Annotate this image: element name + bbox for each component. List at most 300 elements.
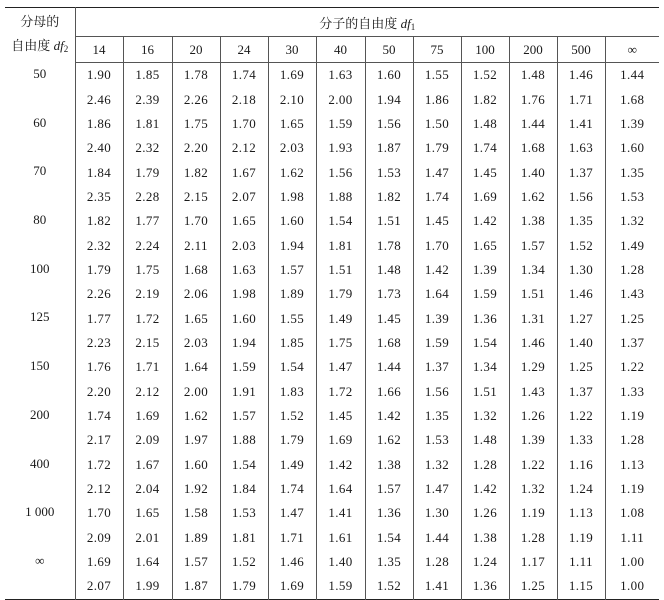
table-cell: 1.69: [75, 550, 123, 574]
table-cell: 1.42: [461, 209, 509, 233]
table-cell: 1.46: [509, 331, 557, 355]
table-cell: 1.33: [557, 428, 605, 452]
column-header: 40: [316, 37, 365, 63]
table-cell: 2.46: [75, 87, 123, 111]
table-cell: 1.64: [316, 477, 365, 501]
table-cell: 1.70: [413, 233, 461, 257]
row-label-denominator-df: ∞: [5, 550, 75, 599]
table-row: [5, 404, 659, 428]
table-cell: 2.01: [123, 526, 172, 550]
table-cell: 1.60: [620, 140, 645, 156]
table-cell: 1.59: [316, 112, 365, 136]
table-row: [5, 233, 659, 257]
table-cell: 1.36: [365, 501, 413, 525]
table-cell: 2.39: [123, 87, 172, 111]
table-cell: 1.99: [123, 574, 172, 599]
corner-line2-text: 自由度: [11, 37, 51, 53]
table-cell: 1.45: [413, 209, 461, 233]
table-cell: 1.46: [557, 63, 605, 88]
table-cell: 1.94: [365, 87, 413, 111]
row-label-denominator-df: 1 000: [5, 501, 75, 550]
table-cell: 1.84: [75, 160, 123, 184]
column-header: 20: [172, 37, 220, 63]
table-cell: 1.08: [620, 505, 645, 521]
column-header: 500: [557, 37, 605, 63]
table-cell: 1.65: [461, 233, 509, 257]
numerator-sub: 1: [410, 21, 416, 32]
column-header: 100: [461, 37, 509, 63]
table-cell: 1.48: [365, 258, 413, 282]
table-row: [5, 209, 659, 233]
table-cell: 1.25: [557, 355, 605, 379]
table-row: [5, 112, 659, 136]
table-cell: 1.15: [557, 574, 605, 599]
table-cell: 1.85: [268, 331, 316, 355]
table-cell: 1.65: [123, 501, 172, 525]
table-row: [5, 501, 659, 525]
table-cell: 2.10: [268, 87, 316, 111]
corner-sub: 2: [63, 43, 69, 54]
table-cell: 1.51: [509, 282, 557, 306]
table-row: [5, 453, 659, 477]
table-cell: 1.77: [75, 306, 123, 330]
table-cell: 1.53: [620, 188, 645, 204]
table-cell: 1.54: [461, 331, 509, 355]
table-cell: 1.49: [316, 306, 365, 330]
column-header: ∞: [605, 37, 659, 63]
table-cell: 2.00: [316, 87, 365, 111]
table-cell: 1.45: [316, 404, 365, 428]
table-cell: 1.42: [365, 404, 413, 428]
table-cell: 1.35: [557, 209, 605, 233]
table-cell: 1.11: [557, 550, 605, 574]
table-cell: 1.64: [123, 550, 172, 574]
table-cell: 1.76: [75, 355, 123, 379]
table-cell: 1.60: [268, 209, 316, 233]
table-cell: 1.35: [365, 550, 413, 574]
table-cell: 1.87: [172, 574, 220, 599]
column-header: 75: [413, 37, 461, 63]
table-cell: 1.79: [220, 574, 268, 599]
table-cell: 2.17: [75, 428, 123, 452]
row-label-denominator-df: 70: [5, 160, 75, 209]
table-cell: 1.86: [413, 87, 461, 111]
table-cell: 1.61: [316, 526, 365, 550]
table-cell: 1.52: [268, 404, 316, 428]
table-cell: 1.26: [461, 501, 509, 525]
table-cell: 1.35: [413, 404, 461, 428]
row-label-denominator-df: 200: [5, 404, 75, 453]
table-cell: 1.60: [172, 453, 220, 477]
table-cell: 1.83: [268, 379, 316, 403]
row-label-denominator-df: 125: [5, 306, 75, 355]
table-cell: 1.74: [220, 63, 268, 88]
table-cell: 1.47: [268, 501, 316, 525]
table-cell: 1.58: [172, 501, 220, 525]
table-cell: 1.57: [220, 404, 268, 428]
table-cell: 1.37: [620, 334, 645, 350]
table-cell: 1.94: [220, 331, 268, 355]
table-cell: 1.65: [172, 306, 220, 330]
table-cell: 2.15: [172, 185, 220, 209]
table-cell: 1.55: [268, 306, 316, 330]
table-cell: 1.19: [557, 526, 605, 550]
table-cell: 1.56: [365, 112, 413, 136]
table-cell: 1.71: [123, 355, 172, 379]
table-cell: 1.52: [220, 550, 268, 574]
column-header: 50: [365, 37, 413, 63]
table-cell: 1.25: [509, 574, 557, 599]
table-cell: 1.73: [365, 282, 413, 306]
table-cell: 1.33: [620, 383, 645, 399]
table-cell: 1.52: [461, 63, 509, 88]
table-cell: 1.13: [620, 456, 645, 472]
table-cell: 1.59: [413, 331, 461, 355]
table-cell: 1.44: [365, 355, 413, 379]
table-row: [5, 160, 659, 184]
table-cell: 1.54: [220, 453, 268, 477]
table-cell: 1.39: [620, 115, 645, 131]
table-cell: 1.28: [461, 453, 509, 477]
table-row: [5, 306, 659, 330]
table-cell: 1.36: [461, 574, 509, 599]
table-cell: 2.15: [123, 331, 172, 355]
table-cell: 1.48: [509, 63, 557, 88]
numerator-title: 分子的自由度: [319, 15, 398, 31]
table-cell: 2.00: [172, 379, 220, 403]
corner-var: df: [53, 37, 64, 53]
table-cell: 1.41: [316, 501, 365, 525]
table-cell: 1.63: [220, 258, 268, 282]
table-cell: 1.98: [268, 185, 316, 209]
table-cell: 1.92: [172, 477, 220, 501]
table-cell: 1.28: [620, 432, 645, 448]
table-cell: 1.69: [268, 574, 316, 599]
table-cell: 2.12: [75, 477, 123, 501]
table-cell: 2.09: [123, 428, 172, 452]
table-cell: 1.52: [365, 574, 413, 599]
table-cell: 1.65: [268, 112, 316, 136]
table-cell: 1.82: [461, 87, 509, 111]
corner-line2: [5, 34, 75, 61]
table-cell: 1.45: [365, 306, 413, 330]
table-cell: 2.26: [172, 87, 220, 111]
table-cell: 1.40: [557, 331, 605, 355]
table-cell: 1.78: [365, 233, 413, 257]
table-cell: 1.54: [316, 209, 365, 233]
table-cell: 2.12: [220, 136, 268, 160]
table-cell: 2.26: [75, 282, 123, 306]
denominator-df-header: [5, 8, 75, 63]
table-cell: 1.79: [123, 160, 172, 184]
table-cell: 1.78: [172, 63, 220, 88]
table-cell: 1.86: [75, 112, 123, 136]
table-cell: 1.57: [365, 477, 413, 501]
table-cell: 1.65: [220, 209, 268, 233]
table-cell: 1.57: [268, 258, 316, 282]
table-cell: 1.43: [509, 379, 557, 403]
table-cell: 2.19: [123, 282, 172, 306]
table-cell: 1.60: [365, 63, 413, 88]
table-cell: 1.38: [509, 209, 557, 233]
table-cell: 1.28: [509, 526, 557, 550]
numerator-var: df: [400, 15, 411, 31]
table-row: [5, 331, 659, 355]
table-cell: 1.50: [413, 112, 461, 136]
table-cell: 1.37: [557, 160, 605, 184]
table-cell: 1.46: [268, 550, 316, 574]
table-cell: 1.38: [461, 526, 509, 550]
table-cell: 1.89: [268, 282, 316, 306]
table-cell: 1.27: [557, 306, 605, 330]
table-cell: 1.30: [413, 501, 461, 525]
table-cell: 1.00: [620, 554, 645, 570]
table-cell: 1.42: [461, 477, 509, 501]
table-cell: 1.59: [220, 355, 268, 379]
column-header: 30: [268, 37, 316, 63]
table-cell: 1.36: [461, 306, 509, 330]
table-cell: 1.66: [365, 379, 413, 403]
table-cell: 2.09: [75, 526, 123, 550]
corner-line1: 分母的: [20, 13, 60, 29]
table-cell: 1.59: [461, 282, 509, 306]
table-cell: 2.03: [220, 233, 268, 257]
table-cell: 1.68: [509, 136, 557, 160]
table-cell: 1.79: [316, 282, 365, 306]
table-cell: 1.75: [172, 112, 220, 136]
table-cell: 1.49: [620, 237, 645, 253]
table-cell: 1.77: [123, 209, 172, 233]
table-cell: 2.03: [172, 331, 220, 355]
f-distribution-table: [5, 7, 659, 600]
table-cell: 1.75: [123, 258, 172, 282]
table-cell: 2.20: [75, 379, 123, 403]
table-cell: 1.63: [316, 63, 365, 88]
table-cell: 1.00: [620, 578, 645, 594]
table-cell: 1.44: [620, 67, 645, 83]
table-cell: 1.97: [172, 428, 220, 452]
table-cell: 1.79: [75, 258, 123, 282]
table-cell: 1.37: [557, 379, 605, 403]
table-cell: 1.48: [461, 428, 509, 452]
table-cell: 1.42: [413, 258, 461, 282]
table-cell: 1.82: [365, 185, 413, 209]
table-cell: 2.20: [172, 136, 220, 160]
row-label-denominator-df: 50: [5, 63, 75, 112]
table-cell: 1.29: [509, 355, 557, 379]
table-cell: 1.59: [316, 574, 365, 599]
table-cell: 1.53: [365, 160, 413, 184]
table-cell: 1.54: [365, 526, 413, 550]
table-cell: 1.62: [509, 185, 557, 209]
table-cell: 1.98: [220, 282, 268, 306]
table-cell: 1.51: [461, 379, 509, 403]
table-cell: 1.44: [413, 526, 461, 550]
table-cell: 1.46: [557, 282, 605, 306]
table-cell: 1.56: [413, 379, 461, 403]
table-cell: 1.41: [557, 112, 605, 136]
table-cell: 1.55: [413, 63, 461, 88]
table-cell: 2.12: [123, 379, 172, 403]
table-cell: 1.71: [557, 87, 605, 111]
table-cell: 1.44: [509, 112, 557, 136]
table-cell: 1.69: [316, 428, 365, 452]
numerator-df-header: [75, 8, 659, 37]
table-cell: 1.47: [316, 355, 365, 379]
table-cell: 1.28: [413, 550, 461, 574]
table-row: [5, 379, 659, 403]
table-cell: 1.57: [509, 233, 557, 257]
table-cell: 1.45: [461, 160, 509, 184]
table-cell: 1.24: [557, 477, 605, 501]
table-cell: 1.81: [123, 112, 172, 136]
table-cell: 1.40: [316, 550, 365, 574]
table-cell: 1.93: [316, 136, 365, 160]
table-cell: 1.32: [620, 213, 645, 229]
table-cell: 2.11: [172, 233, 220, 257]
table-cell: 1.22: [509, 453, 557, 477]
table-cell: 1.53: [413, 428, 461, 452]
table-cell: 1.71: [268, 526, 316, 550]
table-cell: 2.03: [268, 136, 316, 160]
column-header: 16: [123, 37, 172, 63]
table-cell: 2.28: [123, 185, 172, 209]
table-cell: 1.51: [365, 209, 413, 233]
table-row: [5, 87, 659, 111]
table-cell: 2.35: [75, 185, 123, 209]
table-row: [5, 185, 659, 209]
table-cell: 1.19: [620, 481, 645, 497]
table-cell: 1.88: [220, 428, 268, 452]
table-cell: 1.17: [509, 550, 557, 574]
table-cell: 1.60: [220, 306, 268, 330]
table-cell: 1.43: [620, 286, 645, 302]
row-label-denominator-df: 80: [5, 209, 75, 258]
table-cell: 1.39: [461, 258, 509, 282]
table-cell: 1.67: [123, 453, 172, 477]
table-cell: 1.90: [75, 63, 123, 88]
table-cell: 2.07: [75, 574, 123, 599]
table-cell: 1.38: [365, 453, 413, 477]
table-cell: 1.81: [220, 526, 268, 550]
table-cell: 1.34: [461, 355, 509, 379]
table-cell: 1.62: [268, 160, 316, 184]
table-cell: 1.39: [413, 306, 461, 330]
table-cell: 1.34: [509, 258, 557, 282]
table-cell: 1.74: [75, 404, 123, 428]
table-row: [5, 550, 659, 574]
table-cell: 1.84: [220, 477, 268, 501]
table-cell: 1.91: [220, 379, 268, 403]
table-cell: 1.72: [123, 306, 172, 330]
column-header: 200: [509, 37, 557, 63]
table-cell: 1.57: [172, 550, 220, 574]
table-cell: 1.82: [75, 209, 123, 233]
table-cell: 1.49: [268, 453, 316, 477]
table-cell: 1.31: [509, 306, 557, 330]
table-cell: 1.48: [461, 112, 509, 136]
table-cell: 1.62: [172, 404, 220, 428]
column-header: 24: [220, 37, 268, 63]
table-cell: 2.23: [75, 331, 123, 355]
table-cell: 1.40: [509, 160, 557, 184]
table-cell: 2.04: [123, 477, 172, 501]
table-row: [5, 574, 659, 599]
table-cell: 1.76: [509, 87, 557, 111]
column-header-row: [5, 37, 659, 63]
table-cell: 1.85: [123, 63, 172, 88]
f-distribution-table-container: [5, 7, 659, 600]
table-cell: 1.68: [620, 91, 645, 107]
table-cell: 1.79: [413, 136, 461, 160]
table-cell: 1.32: [509, 477, 557, 501]
table-cell: 1.54: [268, 355, 316, 379]
table-cell: 1.47: [413, 160, 461, 184]
table-cell: 1.56: [557, 185, 605, 209]
table-cell: 2.32: [75, 233, 123, 257]
table-cell: 1.19: [620, 407, 645, 423]
table-cell: 1.52: [557, 233, 605, 257]
table-cell: 1.13: [557, 501, 605, 525]
table-cell: 1.62: [365, 428, 413, 452]
table-cell: 2.32: [123, 136, 172, 160]
row-label-denominator-df: 400: [5, 453, 75, 502]
table-cell: 1.68: [172, 258, 220, 282]
column-header: 14: [75, 37, 123, 63]
table-cell: 1.67: [220, 160, 268, 184]
table-row: [5, 428, 659, 452]
table-row: [5, 282, 659, 306]
table-row: [5, 355, 659, 379]
table-cell: 1.64: [413, 282, 461, 306]
row-label-denominator-df: 60: [5, 112, 75, 161]
table-cell: 1.32: [413, 453, 461, 477]
table-cell: 1.89: [172, 526, 220, 550]
table-cell: 1.30: [557, 258, 605, 282]
table-cell: 2.07: [220, 185, 268, 209]
table-cell: 1.19: [509, 501, 557, 525]
table-cell: 1.56: [316, 160, 365, 184]
table-cell: 1.39: [509, 428, 557, 452]
table-cell: 1.75: [316, 331, 365, 355]
table-cell: 1.69: [461, 185, 509, 209]
table-cell: 1.69: [123, 404, 172, 428]
table-cell: 1.28: [620, 261, 645, 277]
table-cell: 1.41: [413, 574, 461, 599]
table-cell: 1.24: [461, 550, 509, 574]
table-cell: 1.69: [268, 63, 316, 88]
table-cell: 1.94: [268, 233, 316, 257]
table-row: [5, 258, 659, 282]
table-cell: 1.25: [620, 310, 645, 326]
table-cell: 1.22: [620, 359, 645, 375]
row-label-denominator-df: 150: [5, 355, 75, 404]
table-body: [5, 63, 659, 600]
table-cell: 1.70: [220, 112, 268, 136]
table-cell: 1.79: [268, 428, 316, 452]
table-cell: 2.24: [123, 233, 172, 257]
table-cell: 1.11: [620, 529, 645, 545]
table-row: [5, 63, 659, 88]
table-cell: 1.37: [413, 355, 461, 379]
table-cell: 1.74: [413, 185, 461, 209]
table-cell: 1.72: [75, 453, 123, 477]
table-cell: 1.53: [220, 501, 268, 525]
table-cell: 1.74: [268, 477, 316, 501]
table-cell: 1.70: [172, 209, 220, 233]
table-cell: 1.68: [365, 331, 413, 355]
row-label-denominator-df: 100: [5, 258, 75, 307]
